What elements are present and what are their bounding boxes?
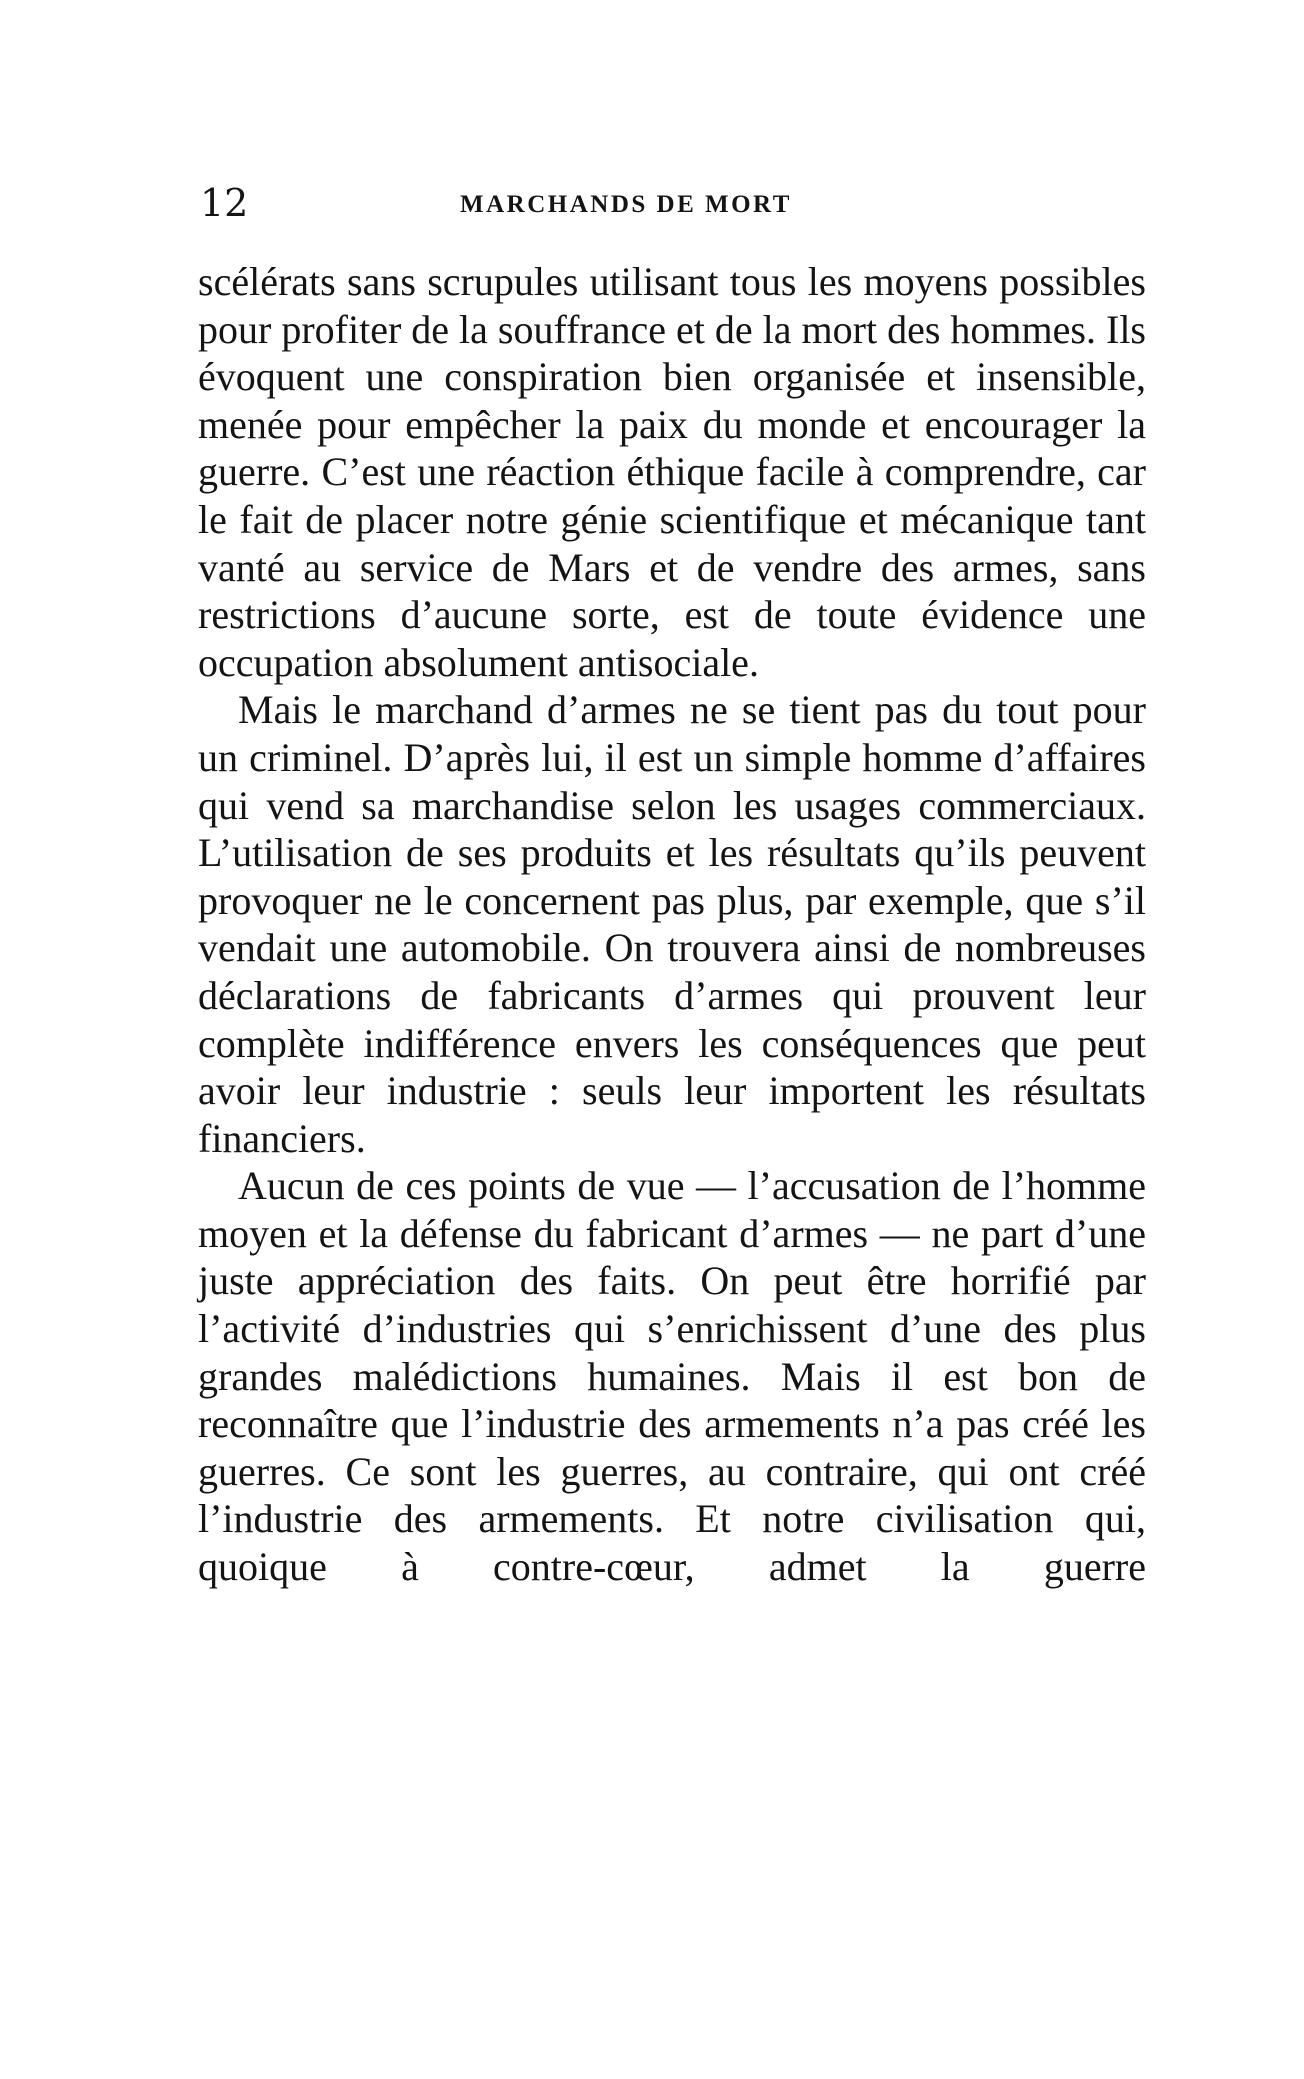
running-title: MARCHANDS DE MORT	[460, 191, 792, 218]
paragraph-2: Mais le marchand d’armes ne se tient pas du tout pour un criminel. D’après lui, il est un simple homme d’affaires qui vend sa marchandise selon les usages commerciaux. L’utilisation de ses produits et les résultats qu’ils peuvent provoquer ne le concernent pas plus, par exemple, que s’il vendait une automobile. On trouvera ainsi de nombreuses déclarations de fabricants d’armes qui prouvent leur complète indifférence envers les conséquences que peut avoir leur industrie : seuls leur importent les résultats financiers.	[198, 687, 1146, 1161]
body-text	[198, 258, 1146, 1591]
page-number: 12	[200, 181, 249, 225]
running-head	[200, 180, 1140, 240]
paragraph-1: scélérats sans scrupules utilisant tous les moyens possibles pour profiter de la souffrance et de la mort des hommes. Ils évoquent une conspiration bien organisée et insensible, menée pour empêcher la paix du monde et encourager la guerre. C’est une réaction éthique facile à comprendre, car le fait de placer notre génie scientifique et mécanique tant vanté au service de Mars et de vendre des armes, sans restrictions d’aucune sorte, est de toute évidence une occupation absolument antisociale.	[198, 259, 1146, 685]
paragraph-3: Aucun de ces points de vue — l’accusation de l’homme moyen et la défense du fabricant d’armes — ne part d’une juste appréciation des faits. On peut être horrifié par l’activité d’industries qui s’enrichissent d’une des plus grandes malédictions humaines. Mais il est bon de reconnaître que l’industrie des armements n’a pas créé les guerres. Ce sont les guerres, au contraire, qui ont créé l’industrie des armements. Et notre civilisation qui, quoique à contre-cœur, admet la guerre	[198, 1163, 1146, 1590]
